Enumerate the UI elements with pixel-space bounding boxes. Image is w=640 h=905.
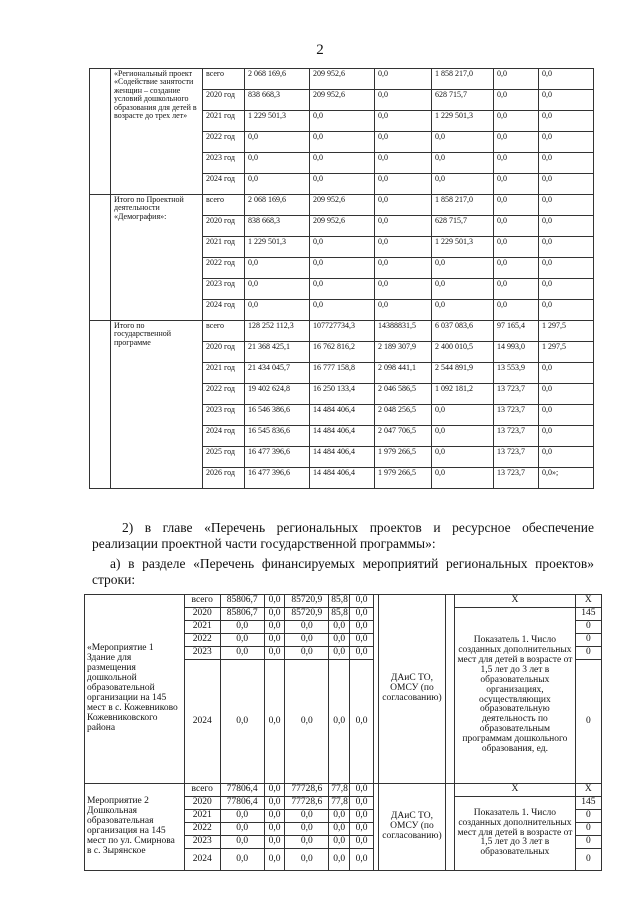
group-label: Итого по Проектной деятельности «Демография»: bbox=[111, 195, 203, 321]
value-cell: 0,0 bbox=[245, 258, 310, 279]
value-cell: 0,0 bbox=[264, 849, 285, 871]
year-cell: 2024 год bbox=[203, 426, 245, 447]
value-cell: 0,0 bbox=[375, 132, 432, 153]
value-cell: 0,0 bbox=[285, 634, 329, 647]
value-cell: 2 400 010,5 bbox=[432, 342, 494, 363]
year-cell: 2024 год bbox=[203, 300, 245, 321]
value-cell: 0,0 bbox=[494, 132, 539, 153]
year-cell: 2022 год bbox=[203, 384, 245, 405]
value-cell: 0,0 bbox=[264, 595, 285, 608]
value-cell: 0,0 bbox=[220, 660, 264, 784]
value-cell: 0,0 bbox=[350, 647, 374, 660]
year-cell: 2024 bbox=[184, 849, 220, 871]
value-cell: 16 477 396,6 bbox=[245, 447, 310, 468]
year-cell: 2022 год bbox=[203, 258, 245, 279]
value-cell: 0,0 bbox=[264, 608, 285, 621]
value-cell: 0,0 bbox=[329, 849, 350, 871]
value-cell: 0,0 bbox=[375, 216, 432, 237]
value-cell: 0,0 bbox=[539, 174, 594, 195]
value-cell: 0,0 bbox=[264, 634, 285, 647]
value-cell: 1 858 217,0 bbox=[432, 69, 494, 90]
year-cell: всего bbox=[203, 195, 245, 216]
value-cell: 13 723,7 bbox=[494, 405, 539, 426]
value-cell: 13 723,7 bbox=[494, 468, 539, 489]
value-cell: 628 715,7 bbox=[432, 216, 494, 237]
value-cell: 0,0 bbox=[264, 647, 285, 660]
value-cell: 14 484 406,4 bbox=[310, 426, 375, 447]
value-cell: 0,0 bbox=[220, 621, 264, 634]
table-row bbox=[90, 321, 594, 342]
indicator-cell: Показатель 1. Число созданных дополнительных мест для детей в возрасте от 1,5 лет до 3 лет в образовательных организациях, осуществляющих образовательную деятельность по образовательным программам дошкольного образования, ед. bbox=[455, 608, 575, 784]
value-cell: 0,0 bbox=[329, 621, 350, 634]
value-cell: 0,0 bbox=[245, 279, 310, 300]
target-value: 145 bbox=[575, 608, 601, 621]
value-cell: 0,0 bbox=[310, 258, 375, 279]
value-cell: 0,0 bbox=[350, 849, 374, 871]
value-cell: 0,0 bbox=[220, 810, 264, 823]
value-cell: 0,0 bbox=[375, 300, 432, 321]
value-cell: 0,0»; bbox=[539, 468, 594, 489]
value-cell: 6 037 083,6 bbox=[432, 321, 494, 342]
value-cell: 0,0 bbox=[375, 195, 432, 216]
year-cell: 2020 bbox=[184, 797, 220, 810]
year-cell: всего bbox=[203, 69, 245, 90]
events-table bbox=[84, 594, 602, 871]
value-cell: 0,0 bbox=[432, 447, 494, 468]
value-cell: 85,8 bbox=[329, 608, 350, 621]
year-cell: 2023 bbox=[184, 647, 220, 660]
value-cell: 1 229 501,3 bbox=[245, 237, 310, 258]
target-value: 0 bbox=[575, 634, 601, 647]
value-cell: 77806,4 bbox=[220, 784, 264, 797]
value-cell: 0,0 bbox=[264, 660, 285, 784]
value-cell: 0,0 bbox=[494, 69, 539, 90]
value-cell: 128 252 112,3 bbox=[245, 321, 310, 342]
value-cell: 1 297,5 bbox=[539, 321, 594, 342]
blank-cell bbox=[90, 321, 111, 489]
value-cell: 85720,9 bbox=[285, 608, 329, 621]
value-cell: 0,0 bbox=[494, 216, 539, 237]
year-cell: 2022 bbox=[184, 823, 220, 836]
value-cell: 0,0 bbox=[220, 634, 264, 647]
value-cell: 0,0 bbox=[245, 174, 310, 195]
value-cell: 2 047 706,5 bbox=[375, 426, 432, 447]
value-cell: 85720,9 bbox=[285, 595, 329, 608]
value-cell: 77728,6 bbox=[285, 797, 329, 810]
target-value: 0 bbox=[575, 647, 601, 660]
year-cell: 2021 bbox=[184, 810, 220, 823]
value-cell: 0,0 bbox=[375, 279, 432, 300]
value-cell: 0,0 bbox=[432, 153, 494, 174]
target-value: 0 bbox=[575, 836, 601, 849]
value-cell: 0,0 bbox=[245, 132, 310, 153]
year-cell: 2021 год bbox=[203, 363, 245, 384]
paragraph-section-amendment: а) в разделе «Перечень финансируемых мероприятий региональных проектов» строки: bbox=[92, 556, 594, 587]
value-cell: 14 484 406,4 bbox=[310, 447, 375, 468]
year-cell: 2025 год bbox=[203, 447, 245, 468]
value-cell: 0,0 bbox=[220, 836, 264, 849]
year-cell: 2024 год bbox=[203, 174, 245, 195]
blank-cell bbox=[90, 69, 111, 195]
value-cell: 77806,4 bbox=[220, 797, 264, 810]
budget-table bbox=[89, 68, 594, 489]
value-cell: 16 546 386,6 bbox=[245, 405, 310, 426]
value-cell: 0,0 bbox=[539, 426, 594, 447]
value-cell: 1 979 266,5 bbox=[375, 447, 432, 468]
value-cell: 0,0 bbox=[285, 836, 329, 849]
value-cell: 0,0 bbox=[285, 849, 329, 871]
value-cell: 0,0 bbox=[375, 111, 432, 132]
value-cell: 0,0 bbox=[310, 174, 375, 195]
value-cell: 1 229 501,3 bbox=[245, 111, 310, 132]
year-cell: 2023 год bbox=[203, 153, 245, 174]
executor-cell: ДАиС ТО, ОМСУ (по согласованию) bbox=[378, 595, 446, 784]
value-cell: 0,0 bbox=[350, 823, 374, 836]
value-cell: 0,0 bbox=[245, 300, 310, 321]
event-label: Мероприятие 2 Дошкольная образовательная организация на 145 мест по ул. Смирнова в с. Зырянское bbox=[85, 784, 185, 871]
year-cell: 2026 год bbox=[203, 468, 245, 489]
indicator-cell: Показатель 1. Число созданных дополнительных мест для детей в возрасте от 1,5 лет до 3 лет в образовательных bbox=[455, 797, 575, 871]
value-cell: 0,0 bbox=[329, 810, 350, 823]
value-cell: 209 952,6 bbox=[310, 195, 375, 216]
value-cell: 0,0 bbox=[350, 784, 374, 797]
value-cell: 838 668,3 bbox=[245, 216, 310, 237]
value-cell: 2 189 307,9 bbox=[375, 342, 432, 363]
value-cell: 16 545 836,6 bbox=[245, 426, 310, 447]
value-cell: 838 668,3 bbox=[245, 90, 310, 111]
year-cell: 2022 bbox=[184, 634, 220, 647]
year-cell: 2020 bbox=[184, 608, 220, 621]
value-cell: 19 402 624,8 bbox=[245, 384, 310, 405]
year-cell: 2022 год bbox=[203, 132, 245, 153]
value-cell: 0,0 bbox=[329, 634, 350, 647]
event-label: «Мероприятие 1 Здание для размещения дошкольной образовательной организации на 145 мест в с. Кожевниково Кожевниковского района bbox=[85, 595, 185, 784]
value-cell: 77,8 bbox=[329, 797, 350, 810]
value-cell: 1 297,5 bbox=[539, 342, 594, 363]
value-cell: 209 952,6 bbox=[310, 216, 375, 237]
value-cell: 1 229 501,3 bbox=[432, 111, 494, 132]
indicator-x: Х bbox=[455, 784, 575, 797]
value-cell: 14388831,5 bbox=[375, 321, 432, 342]
value-cell: 0,0 bbox=[539, 237, 594, 258]
value-cell: 2 046 586,5 bbox=[375, 384, 432, 405]
value-cell: 2 068 169,6 bbox=[245, 195, 310, 216]
value-cell: 0,0 bbox=[350, 660, 374, 784]
value-cell: 1 858 217,0 bbox=[432, 195, 494, 216]
table-row bbox=[85, 784, 602, 797]
value-cell: 0,0 bbox=[494, 90, 539, 111]
value-cell: 0,0 bbox=[539, 384, 594, 405]
value-cell: 0,0 bbox=[539, 111, 594, 132]
value-cell: 13 723,7 bbox=[494, 384, 539, 405]
indicator-x: Х bbox=[455, 595, 575, 608]
year-cell: 2023 bbox=[184, 836, 220, 849]
target-value: 0 bbox=[575, 660, 601, 784]
value-cell: 0,0 bbox=[494, 195, 539, 216]
value-cell: 0,0 bbox=[539, 90, 594, 111]
year-cell: всего bbox=[184, 784, 220, 797]
target-value: 0 bbox=[575, 849, 601, 871]
year-cell: 2021 bbox=[184, 621, 220, 634]
value-cell: 0,0 bbox=[375, 153, 432, 174]
value-cell: 0,0 bbox=[220, 823, 264, 836]
value-cell: 0,0 bbox=[329, 647, 350, 660]
value-cell: 0,0 bbox=[329, 823, 350, 836]
value-cell: 14 993,0 bbox=[494, 342, 539, 363]
value-cell: 0,0 bbox=[350, 608, 374, 621]
value-cell: 1 979 266,5 bbox=[375, 468, 432, 489]
value-cell: 0,0 bbox=[432, 426, 494, 447]
value-cell: 0,0 bbox=[539, 69, 594, 90]
value-cell: 0,0 bbox=[310, 237, 375, 258]
value-cell: 0,0 bbox=[432, 258, 494, 279]
value-cell: 0,0 bbox=[539, 258, 594, 279]
value-cell: 0,0 bbox=[285, 647, 329, 660]
target-value: Х bbox=[575, 784, 601, 797]
page-number: 2 bbox=[316, 42, 324, 58]
value-cell: 0,0 bbox=[539, 216, 594, 237]
target-value: 0 bbox=[575, 810, 601, 823]
value-cell: 0,0 bbox=[432, 174, 494, 195]
value-cell: 0,0 bbox=[539, 447, 594, 468]
value-cell: 628 715,7 bbox=[432, 90, 494, 111]
value-cell: 0,0 bbox=[494, 279, 539, 300]
value-cell: 0,0 bbox=[310, 132, 375, 153]
value-cell: 16 777 158,8 bbox=[310, 363, 375, 384]
value-cell: 0,0 bbox=[539, 153, 594, 174]
value-cell: 0,0 bbox=[350, 621, 374, 634]
value-cell: 0,0 bbox=[285, 810, 329, 823]
value-cell: 0,0 bbox=[220, 849, 264, 871]
value-cell: 0,0 bbox=[285, 823, 329, 836]
value-cell: 0,0 bbox=[494, 258, 539, 279]
value-cell: 0,0 bbox=[432, 405, 494, 426]
executor-cell: ДАиС ТО, ОМСУ (по согласованию) bbox=[378, 784, 446, 871]
value-cell: 0,0 bbox=[539, 363, 594, 384]
value-cell: 0,0 bbox=[264, 836, 285, 849]
value-cell: 97 165,4 bbox=[494, 321, 539, 342]
value-cell: 0,0 bbox=[245, 153, 310, 174]
paragraph-chapter-amendment: 2) в главе «Перечень региональных проектов и ресурсное обеспечение реализации проектной части государственной программы»: bbox=[92, 520, 594, 551]
value-cell: 0,0 bbox=[494, 111, 539, 132]
value-cell: 0,0 bbox=[539, 405, 594, 426]
value-cell: 0,0 bbox=[285, 621, 329, 634]
year-cell: всего bbox=[184, 595, 220, 608]
value-cell: 1 229 501,3 bbox=[432, 237, 494, 258]
value-cell: 0,0 bbox=[264, 621, 285, 634]
value-cell: 0,0 bbox=[375, 69, 432, 90]
value-cell: 0,0 bbox=[264, 784, 285, 797]
value-cell: 0,0 bbox=[310, 300, 375, 321]
value-cell: 2 544 891,9 bbox=[432, 363, 494, 384]
value-cell: 14 484 406,4 bbox=[310, 468, 375, 489]
value-cell: 0,0 bbox=[310, 111, 375, 132]
value-cell: 13 723,7 bbox=[494, 426, 539, 447]
group-label: Итого по государственной программе bbox=[111, 321, 203, 489]
value-cell: 0,0 bbox=[375, 90, 432, 111]
value-cell: 85806,7 bbox=[220, 608, 264, 621]
target-value: 0 bbox=[575, 823, 601, 836]
value-cell: 0,0 bbox=[539, 279, 594, 300]
table-row bbox=[90, 195, 594, 216]
year-cell: 2020 год bbox=[203, 90, 245, 111]
value-cell: 2 048 256,5 bbox=[375, 405, 432, 426]
value-cell: 77728,6 bbox=[285, 784, 329, 797]
year-cell: всего bbox=[203, 321, 245, 342]
value-cell: 1 092 181,2 bbox=[432, 384, 494, 405]
value-cell: 85806,7 bbox=[220, 595, 264, 608]
value-cell: 0,0 bbox=[350, 836, 374, 849]
value-cell: 2 068 169,6 bbox=[245, 69, 310, 90]
year-cell: 2024 bbox=[184, 660, 220, 784]
year-cell: 2021 год bbox=[203, 111, 245, 132]
target-value: 0 bbox=[575, 621, 601, 634]
value-cell: 0,0 bbox=[375, 258, 432, 279]
value-cell: 0,0 bbox=[310, 279, 375, 300]
year-cell: 2023 год bbox=[203, 279, 245, 300]
value-cell: 0,0 bbox=[375, 237, 432, 258]
value-cell: 0,0 bbox=[432, 300, 494, 321]
value-cell: 16 250 133,4 bbox=[310, 384, 375, 405]
value-cell: 0,0 bbox=[432, 279, 494, 300]
value-cell: 0,0 bbox=[350, 634, 374, 647]
value-cell: 0,0 bbox=[220, 647, 264, 660]
value-cell: 0,0 bbox=[432, 132, 494, 153]
value-cell: 0,0 bbox=[329, 660, 350, 784]
value-cell: 0,0 bbox=[350, 595, 374, 608]
year-cell: 2021 год bbox=[203, 237, 245, 258]
value-cell: 21 434 045,7 bbox=[245, 363, 310, 384]
value-cell: 0,0 bbox=[494, 300, 539, 321]
value-cell: 209 952,6 bbox=[310, 69, 375, 90]
value-cell: 0,0 bbox=[539, 195, 594, 216]
value-cell: 13 553,9 bbox=[494, 363, 539, 384]
year-cell: 2020 год bbox=[203, 216, 245, 237]
value-cell: 85,8 bbox=[329, 595, 350, 608]
value-cell: 16 762 816,2 bbox=[310, 342, 375, 363]
table-row bbox=[85, 595, 602, 608]
year-cell: 2020 год bbox=[203, 342, 245, 363]
value-cell: 0,0 bbox=[494, 237, 539, 258]
value-cell: 21 368 425,1 bbox=[245, 342, 310, 363]
table-row bbox=[90, 69, 594, 90]
value-cell: 0,0 bbox=[494, 174, 539, 195]
value-cell: 107727734,3 bbox=[310, 321, 375, 342]
value-cell: 0,0 bbox=[539, 132, 594, 153]
value-cell: 0,0 bbox=[494, 153, 539, 174]
value-cell: 16 477 396,6 bbox=[245, 468, 310, 489]
target-value: 145 bbox=[575, 797, 601, 810]
value-cell: 0,0 bbox=[264, 810, 285, 823]
gap-cell bbox=[446, 595, 455, 784]
blank-cell bbox=[90, 195, 111, 321]
value-cell: 0,0 bbox=[310, 153, 375, 174]
value-cell: 13 723,7 bbox=[494, 447, 539, 468]
value-cell: 0,0 bbox=[285, 660, 329, 784]
value-cell: 0,0 bbox=[264, 823, 285, 836]
target-value: Х bbox=[575, 595, 601, 608]
value-cell: 0,0 bbox=[329, 836, 350, 849]
value-cell: 0,0 bbox=[539, 300, 594, 321]
value-cell: 0,0 bbox=[350, 797, 374, 810]
year-cell: 2023 год bbox=[203, 405, 245, 426]
value-cell: 0,0 bbox=[432, 468, 494, 489]
value-cell: 0,0 bbox=[264, 797, 285, 810]
value-cell: 0,0 bbox=[375, 174, 432, 195]
value-cell: 77,8 bbox=[329, 784, 350, 797]
gap-cell bbox=[446, 784, 455, 871]
value-cell: 0,0 bbox=[350, 810, 374, 823]
group-label: «Региональный проект «Содействие занятости женщин – создание условий дошкольного образования для детей в возрасте до трех лет» bbox=[111, 69, 203, 195]
value-cell: 209 952,6 bbox=[310, 90, 375, 111]
value-cell: 14 484 406,4 bbox=[310, 405, 375, 426]
value-cell: 2 098 441,1 bbox=[375, 363, 432, 384]
